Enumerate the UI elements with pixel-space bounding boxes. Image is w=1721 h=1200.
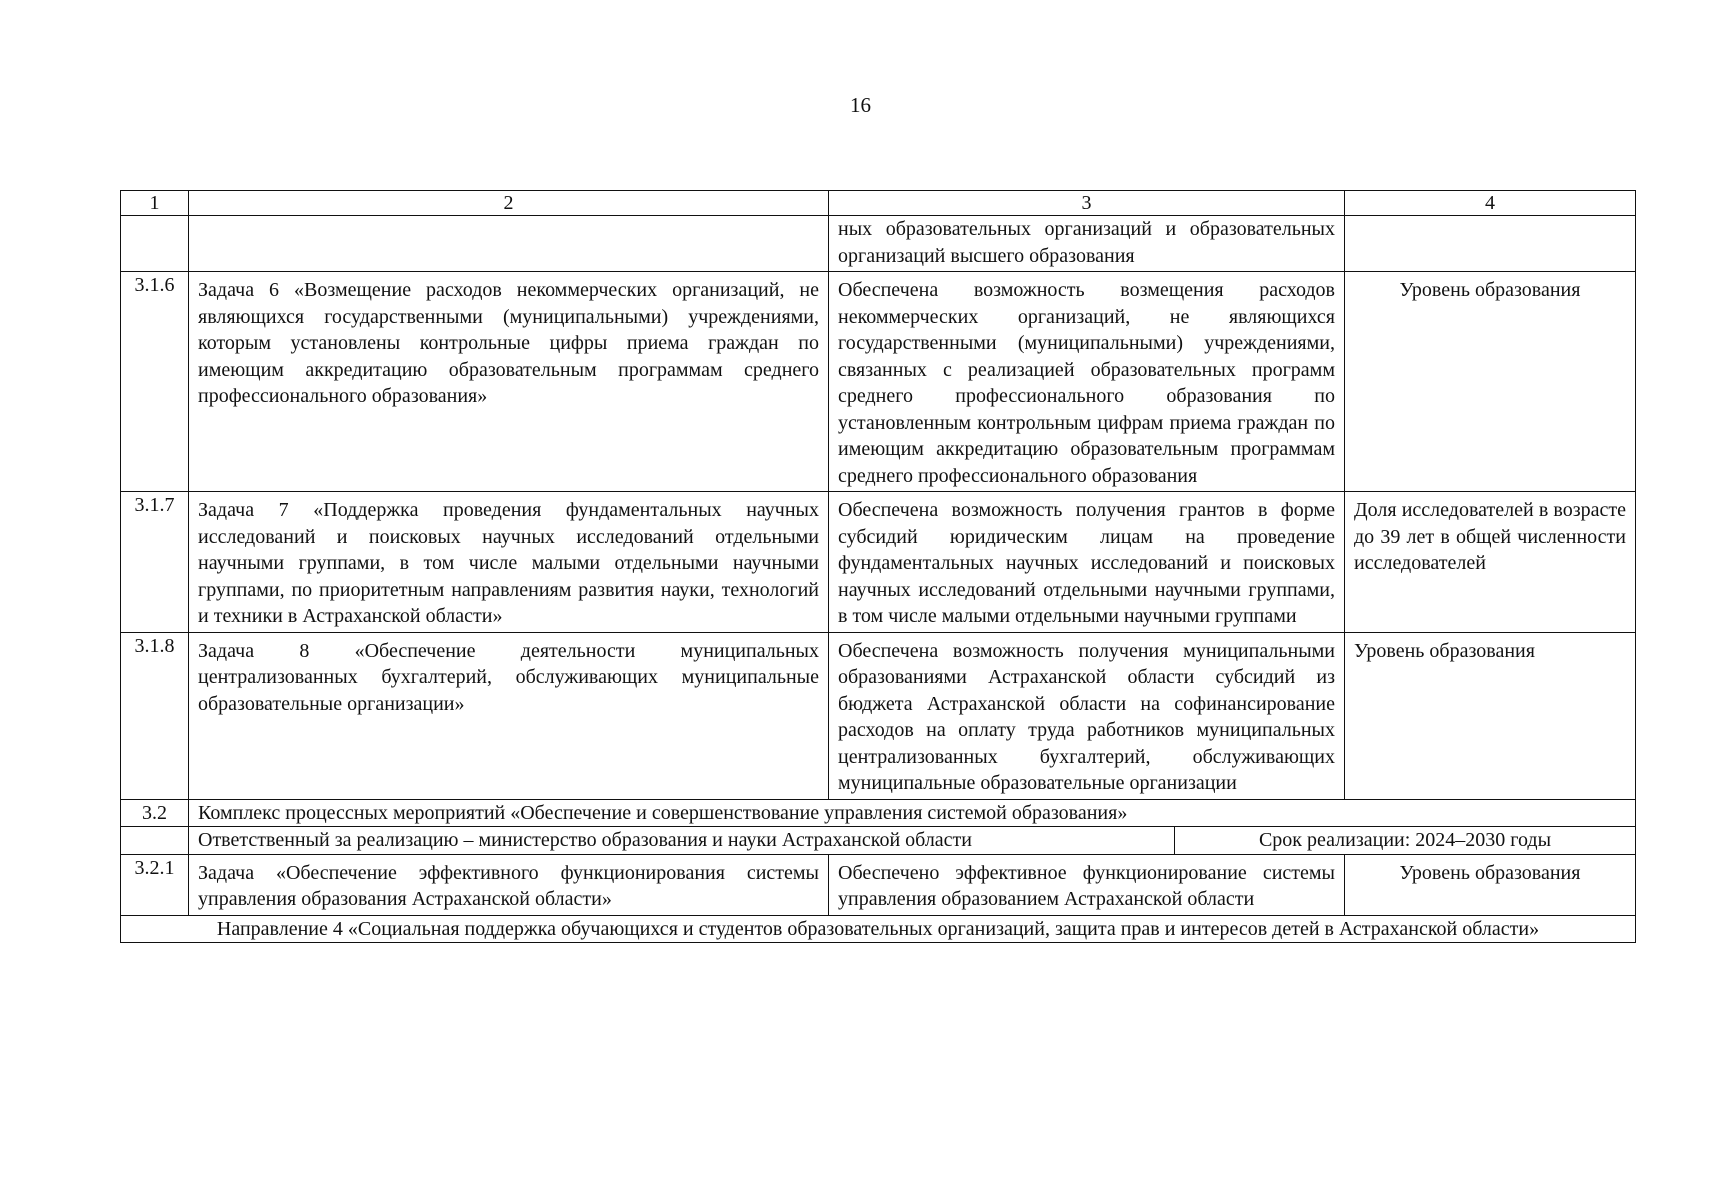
- row-number: 3.2.1: [121, 854, 189, 915]
- result-cell: [829, 272, 1345, 492]
- result-text: Обеспечена возможность получения грантов в форме субсидий юридическим лицам на проведение фундаментальных научных исследований и поисковых научных исследований отдельными научными группами, в том числе малыми отдельными научными группами: [838, 499, 1335, 627]
- table-row: [121, 272, 1636, 492]
- cont-col-4: [1345, 216, 1636, 272]
- indicator-cell: [1345, 854, 1636, 915]
- task-cell: [189, 632, 829, 799]
- header-row: [121, 191, 1636, 216]
- result-text: Обеспечена возможность возмещения расходов некоммерческих организаций, не являющихся государственными (муниципальными) учреждениями, связанных с реализацией образовательных программ среднего профессионального образования по установленным контрольным цифрам приема граждан по имеющим аккредитацию образовательным программам среднего профессионального образования: [838, 279, 1335, 487]
- indicator-cell: [1345, 272, 1636, 492]
- table-row: [121, 854, 1636, 915]
- header-col-4: 4: [1345, 191, 1636, 216]
- term-text: Срок реализации: 2024–2030 годы: [1175, 827, 1636, 855]
- complex-number: 3.2: [121, 799, 189, 827]
- table-row: [121, 632, 1636, 799]
- header-col-1: 1: [121, 191, 189, 216]
- program-table: [120, 190, 1636, 943]
- indicator-text: Уровень образования: [1354, 639, 1535, 662]
- indicator-cell: [1345, 492, 1636, 633]
- result-cell: [829, 854, 1345, 915]
- result-cell: [829, 632, 1345, 799]
- indicator-text: Доля исследователей в возрасте до 39 лет в общей численности исследователей: [1354, 499, 1626, 574]
- cont-col-1: [121, 216, 189, 272]
- responsible-text: Ответственный за реализацию – министерство образования и науки Астраханской области: [189, 827, 1175, 855]
- indicator-text: Уровень образования: [1399, 279, 1581, 301]
- row-number: 3.1.8: [121, 632, 189, 799]
- responsible-row: [121, 827, 1636, 855]
- page-number: 16: [850, 93, 871, 117]
- row-number: 3.1.6: [121, 272, 189, 492]
- continuation-row: [121, 216, 1636, 272]
- indicator-cell: [1345, 632, 1636, 799]
- direction-heading: Направление 4 «Социальная поддержка обучающихся и студентов образовательных организаций, защита прав и интересов детей в Астраханской области»: [121, 915, 1636, 943]
- indicator-text: Уровень образования: [1399, 861, 1581, 884]
- task-text: Задача 8 «Обеспечение деятельности муниципальных централизованных бухгалтерий, обслуживающих муниципальные образовательные организации»: [198, 639, 819, 715]
- cont-col-2: [189, 216, 829, 272]
- header-col-2: 2: [189, 191, 829, 216]
- table-row: [121, 492, 1636, 633]
- cont-col-3: [829, 216, 1345, 272]
- task-cell: [189, 272, 829, 492]
- responsible-col-1: [121, 827, 189, 855]
- complex-title: Комплекс процессных мероприятий «Обеспечение и совершенствование управления системой образования»: [189, 799, 1636, 827]
- result-cell: [829, 492, 1345, 633]
- task-text: Задача 6 «Возмещение расходов некоммерческих организаций, не являющихся государственными (муниципальными) учреждениями, которым установлены контрольные цифры приема граждан по имеющим аккредитацию образовательным программам среднего профессионального образования»: [198, 279, 819, 407]
- task-cell: [189, 854, 829, 915]
- task-text: Задача «Обеспечение эффективного функционирования системы управления образования Астраханской области»: [198, 861, 819, 910]
- header-col-3: 3: [829, 191, 1345, 216]
- row-number: 3.1.7: [121, 492, 189, 633]
- task-cell: [189, 492, 829, 633]
- complex-row: [121, 799, 1636, 827]
- task-text: Задача 7 «Поддержка проведения фундаментальных научных исследований и поисковых научных исследований отдельными научными группами, в том числе малыми отдельными научными группами, по приоритетным направлениям развития науки, технологий и техники в Астраханской области»: [198, 499, 819, 627]
- direction-row: [121, 915, 1636, 943]
- result-text: Обеспечено эффективное функционирование системы управления образованием Астраханской области: [838, 861, 1335, 910]
- cont-result: ных образовательных организаций и образовательных организаций высшего образования: [838, 218, 1335, 267]
- result-text: Обеспечена возможность получения муниципальными образованиями Астраханской области субсидий из бюджета Астраханской области на софинансирование расходов на оплату труда работников муниципальных централизованных бухгалтерий, обслуживающих муниципальные образовательные организации: [838, 639, 1335, 794]
